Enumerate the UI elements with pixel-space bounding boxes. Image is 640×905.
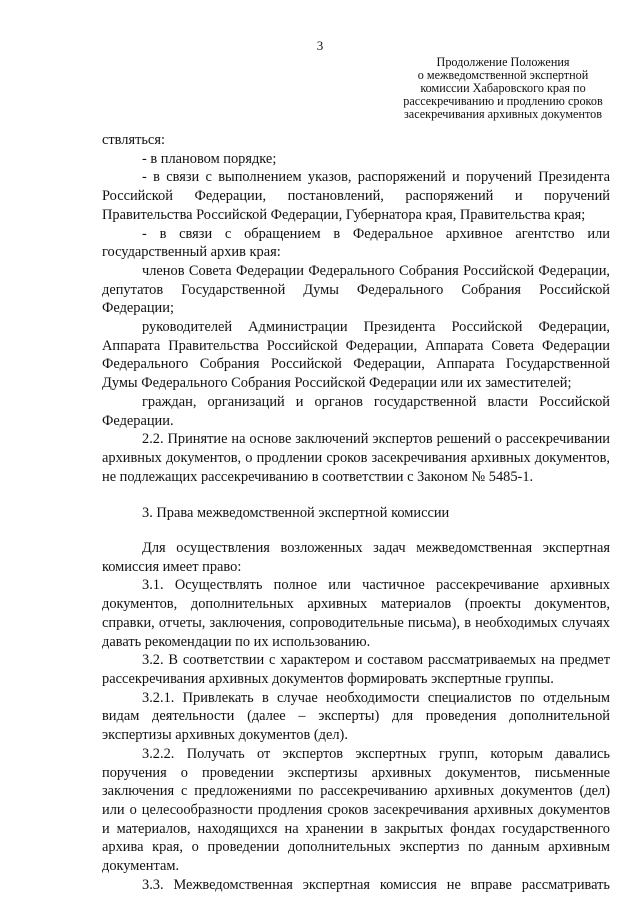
list-item-planned: - в плановом порядке; <box>142 150 277 167</box>
paragraph-administration: руководителей Администрации Президента Российской Федерации, Аппарата Правительства Российской Федерации, Аппарата Совета Федерации Федерального Собрания Российской Федерации, Аппарата Государственной Думы Федерального Собрания Российской Федерации или их заместителей; <box>102 319 610 392</box>
paragraph-continuation: ствляться: <box>102 132 165 148</box>
list-item-appeal: - в связи с обращением в Федеральное архивное агентство или государственный архив края: <box>102 225 610 261</box>
header-line: Продолжение Положения <box>436 55 570 69</box>
clause-3-3: 3.3. Межведомственная экспертная комиссия не вправе рассматривать <box>142 876 610 893</box>
header-line: о межведомственной экспертной <box>417 68 589 82</box>
paragraph-federation-council: членов Совета Федерации Федерального Собрания Российской Федерации, депутатов Государственной Думы Федерального Собрания Российской Федерации; <box>102 262 610 317</box>
clause-3-2-2: 3.2.2. Получать от экспертов экспертных групп, которым давались поручения о проведении экспертизы архивных документов, письменные заключения с предложениями по рассекречиванию архивных документов (дел) или о целесообразности продления сроков засекречивания архивных документов и материалов, находящихся на хранении в закрытых фондах государственного архива края, о проведении дополнительных экспертиз по данным архивным документам. <box>102 745 610 875</box>
document-continuation-header <box>384 56 622 121</box>
page-number: 3 <box>316 38 324 53</box>
document-body <box>102 131 610 894</box>
paragraph-citizens: граждан, организаций и органов государственной власти Российской Федерации. <box>102 393 610 429</box>
section-heading: 3. Права межведомственной экспертной комиссии <box>142 505 450 522</box>
header-line: комиссии Хабаровского края по <box>420 81 586 95</box>
clause-2-2: 2.2. Принятие на основе заключений экспертов решений о рассекречивании архивных документов, о продлении сроков засекречивания архивных документов, не подлежащих рассекречиванию в соответствии с Законом № 5485-1. <box>102 431 610 485</box>
header-line: рассекречиванию и продлению сроков <box>403 94 603 108</box>
list-item-decrees: - в связи с выполнением указов, распоряжений и поручений Президента Российской Федерации, постановлений, распоряжений и поручений Правительства Российской Федерации, Губернатора края, Правительства края; <box>102 169 610 223</box>
clause-3-1: 3.1. Осуществлять полное или частичное рассекречивание архивных документов, дополнительных архивных материалов (проекты документов, справки, отчеты, заключения, сопроводительные письма), в необходимых случаях давать рекомендации по их использованию. <box>102 577 610 650</box>
paragraph-rights-intro: Для осуществления возложенных задач межведомственная экспертная комиссия имеет право: <box>102 540 610 575</box>
clause-3-2: 3.2. В соответствии с характером и составом рассматриваемых на предмет рассекречивания архивных документов формировать экспертные группы. <box>102 652 610 687</box>
clause-3-2-1: 3.2.1. Привлекать в случае необходимости специалистов по отдельным видам деятельности (далее – эксперты) для проведения дополнительной экспертизы архивных документов (дел). <box>102 689 610 744</box>
header-line: засекречивания архивных документов <box>403 107 603 121</box>
